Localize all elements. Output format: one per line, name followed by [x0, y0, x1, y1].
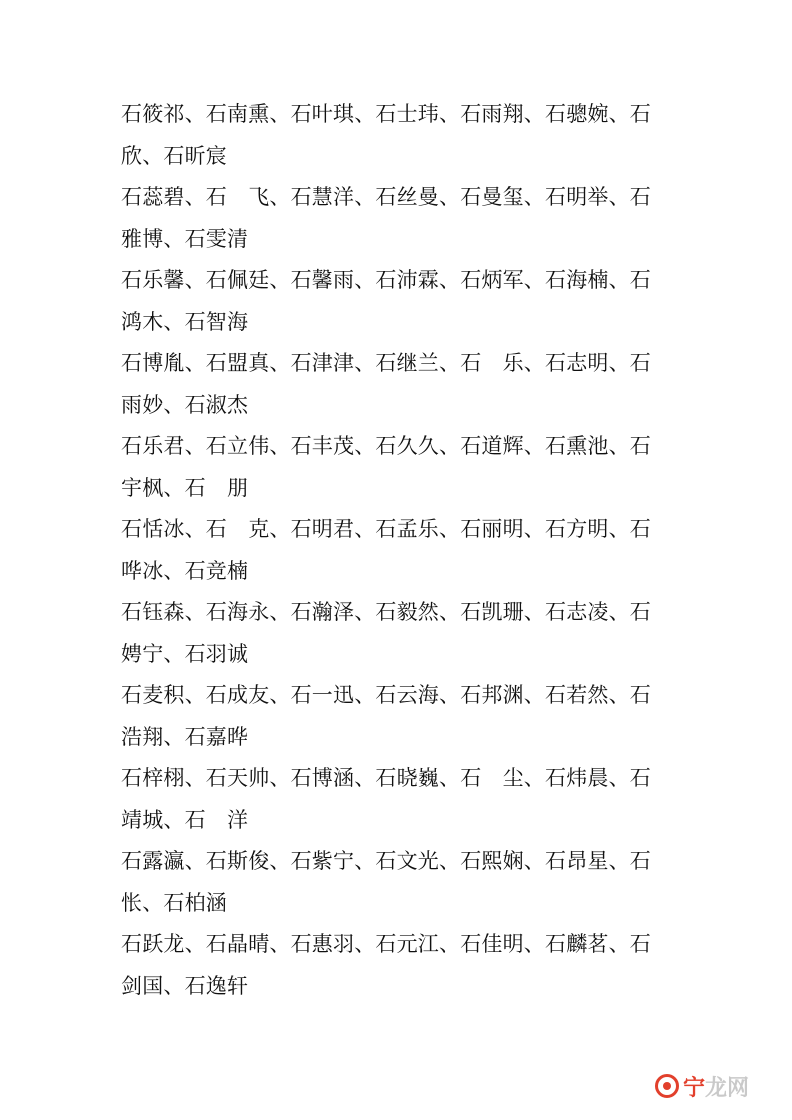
text-line: 石恬冰、石 克、石明君、石孟乐、石丽明、石方明、石 — [121, 517, 651, 541]
watermark-text-red: 宁 — [683, 1075, 706, 1101]
text-line: 靖城、石 洋 — [121, 807, 249, 832]
text-line: 剑国、石逸轩 — [121, 973, 249, 998]
site-watermark — [655, 1068, 767, 1104]
watermark-text — [683, 1071, 749, 1102]
text-line: 欣、石昕宸 — [121, 143, 227, 168]
name-list — [121, 94, 666, 1007]
logo-icon — [655, 1074, 679, 1098]
text-line: 石乐馨、石佩廷、石馨雨、石沛霖、石炳军、石海楠、石 — [121, 268, 651, 292]
text-line: 石蕊碧、石 飞、石慧洋、石丝曼、石曼玺、石明举、石 — [121, 185, 651, 209]
text-line: 石跃龙、石晶晴、石惠羽、石元江、石佳明、石麟茗、石 — [121, 932, 651, 956]
text-line: 怅、石柏涵 — [121, 890, 227, 915]
text-line: 石博胤、石盟真、石津津、石继兰、石 乐、石志明、石 — [121, 351, 651, 375]
text-line: 石麦积、石成友、石一迅、石云海、石邦渊、石若然、石 — [121, 683, 651, 707]
text-line: 石露瀛、石斯俊、石紫宁、石文光、石熙娴、石昂星、石 — [121, 849, 651, 873]
text-line: 雨妙、石淑杰 — [121, 392, 249, 417]
text-line: 石乐君、石立伟、石丰茂、石久久、石道辉、石熏池、石 — [121, 434, 651, 458]
text-line: 石梓栩、石天帅、石博涵、石晓巍、石 尘、石炜晨、石 — [121, 766, 651, 790]
text-line: 娉宁、石羽诚 — [121, 641, 249, 666]
text-line: 鸿木、石智海 — [121, 309, 249, 334]
text-line: 石钰森、石海永、石瀚泽、石毅然、石凯珊、石志凌、石 — [121, 600, 651, 624]
text-line: 雅博、石雯清 — [121, 226, 249, 251]
text-line: 哗冰、石竞楠 — [121, 558, 249, 583]
text-line: 石筱祁、石南熏、石叶琪、石士玮、石雨翔、石骢婉、石 — [121, 102, 651, 126]
text-line: 宇枫、石 朋 — [121, 475, 249, 500]
watermark-text-grey: 龙网 — [705, 1075, 750, 1101]
text-line: 浩翔、石嘉晔 — [121, 724, 249, 749]
